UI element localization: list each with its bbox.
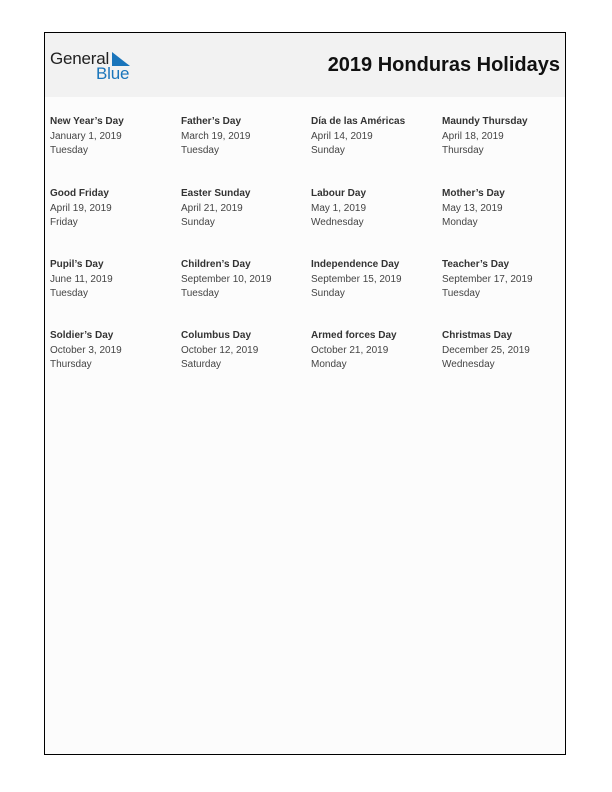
holiday-weekday: Sunday	[311, 145, 345, 156]
holiday-date: September 10, 2019	[181, 273, 272, 285]
holiday-weekday: Monday	[442, 217, 478, 228]
holiday-name: Soldier’s Day	[50, 330, 114, 341]
holiday-weekday: Sunday	[181, 217, 215, 228]
holiday-name: Pupil’s Day	[50, 259, 104, 270]
holiday-entry	[181, 187, 309, 231]
holiday-entry	[181, 258, 309, 302]
holiday-date: May 1, 2019	[311, 202, 367, 214]
holiday-weekday: Tuesday	[442, 288, 480, 299]
holiday-name: Father’s Day	[181, 116, 242, 127]
holiday-date: January 1, 2019	[50, 130, 122, 142]
holiday-weekday: Tuesday	[181, 288, 219, 299]
document-page	[44, 32, 566, 755]
holiday-date: October 3, 2019	[50, 344, 122, 356]
holiday-entry	[442, 115, 570, 159]
holiday-name: Día de las Américas	[311, 116, 406, 127]
header-band	[45, 33, 565, 97]
holiday-date: December 25, 2019	[442, 344, 530, 356]
holiday-date: March 19, 2019	[181, 130, 251, 142]
holiday-entry	[181, 115, 309, 159]
holiday-date: April 19, 2019	[50, 202, 112, 214]
holiday-entry	[311, 187, 439, 231]
holiday-date: October 21, 2019	[311, 344, 389, 356]
holiday-name: Christmas Day	[442, 330, 513, 341]
holiday-name: Labour Day	[311, 188, 367, 199]
holiday-name: Columbus Day	[181, 330, 252, 341]
holiday-name: Good Friday	[50, 188, 109, 199]
holiday-weekday: Saturday	[181, 359, 222, 370]
holiday-weekday: Thursday	[442, 145, 484, 156]
holiday-name: Independence Day	[311, 259, 400, 270]
holiday-date: May 13, 2019	[442, 202, 503, 214]
holiday-weekday: Tuesday	[50, 145, 88, 156]
holiday-weekday: Wednesday	[311, 217, 364, 228]
holiday-date: September 15, 2019	[311, 273, 402, 285]
holiday-date: September 17, 2019	[442, 273, 533, 285]
generalblue-logo	[50, 49, 150, 89]
holiday-entry	[311, 329, 439, 373]
holiday-entry	[181, 329, 309, 373]
holiday-entry	[50, 258, 178, 302]
holiday-date: April 14, 2019	[311, 130, 373, 142]
holiday-date: April 18, 2019	[442, 130, 504, 142]
logo-text-general: General	[50, 49, 110, 68]
holiday-name: Children’s Day	[181, 259, 251, 270]
holiday-entry	[50, 329, 178, 373]
page-title: 2019 Honduras Holidays	[327, 54, 560, 76]
holiday-weekday: Tuesday	[181, 145, 219, 156]
holiday-weekday: Sunday	[311, 288, 345, 299]
holiday-name: Mother’s Day	[442, 188, 505, 199]
holiday-weekday: Monday	[311, 359, 347, 370]
holiday-entry	[50, 187, 178, 231]
holiday-name: New Year’s Day	[50, 116, 124, 127]
holiday-name: Maundy Thursday	[442, 116, 528, 127]
holiday-weekday: Thursday	[50, 359, 92, 370]
holiday-weekday: Friday	[50, 217, 78, 228]
holiday-weekday: Wednesday	[442, 359, 495, 370]
holiday-entry	[311, 258, 439, 302]
holiday-weekday: Tuesday	[50, 288, 88, 299]
holiday-date: April 21, 2019	[181, 202, 243, 214]
holiday-date: June 11, 2019	[50, 273, 113, 285]
holiday-entry	[442, 329, 570, 373]
holiday-name: Armed forces Day	[311, 330, 397, 341]
holiday-entry	[50, 115, 178, 159]
logo-text-blue: Blue	[96, 64, 130, 83]
holiday-entry	[311, 115, 439, 159]
holiday-date: October 12, 2019	[181, 344, 259, 356]
holiday-name: Teacher’s Day	[442, 259, 510, 270]
holiday-entry	[442, 187, 570, 231]
holiday-name: Easter Sunday	[181, 188, 251, 199]
holiday-entry	[442, 258, 570, 302]
